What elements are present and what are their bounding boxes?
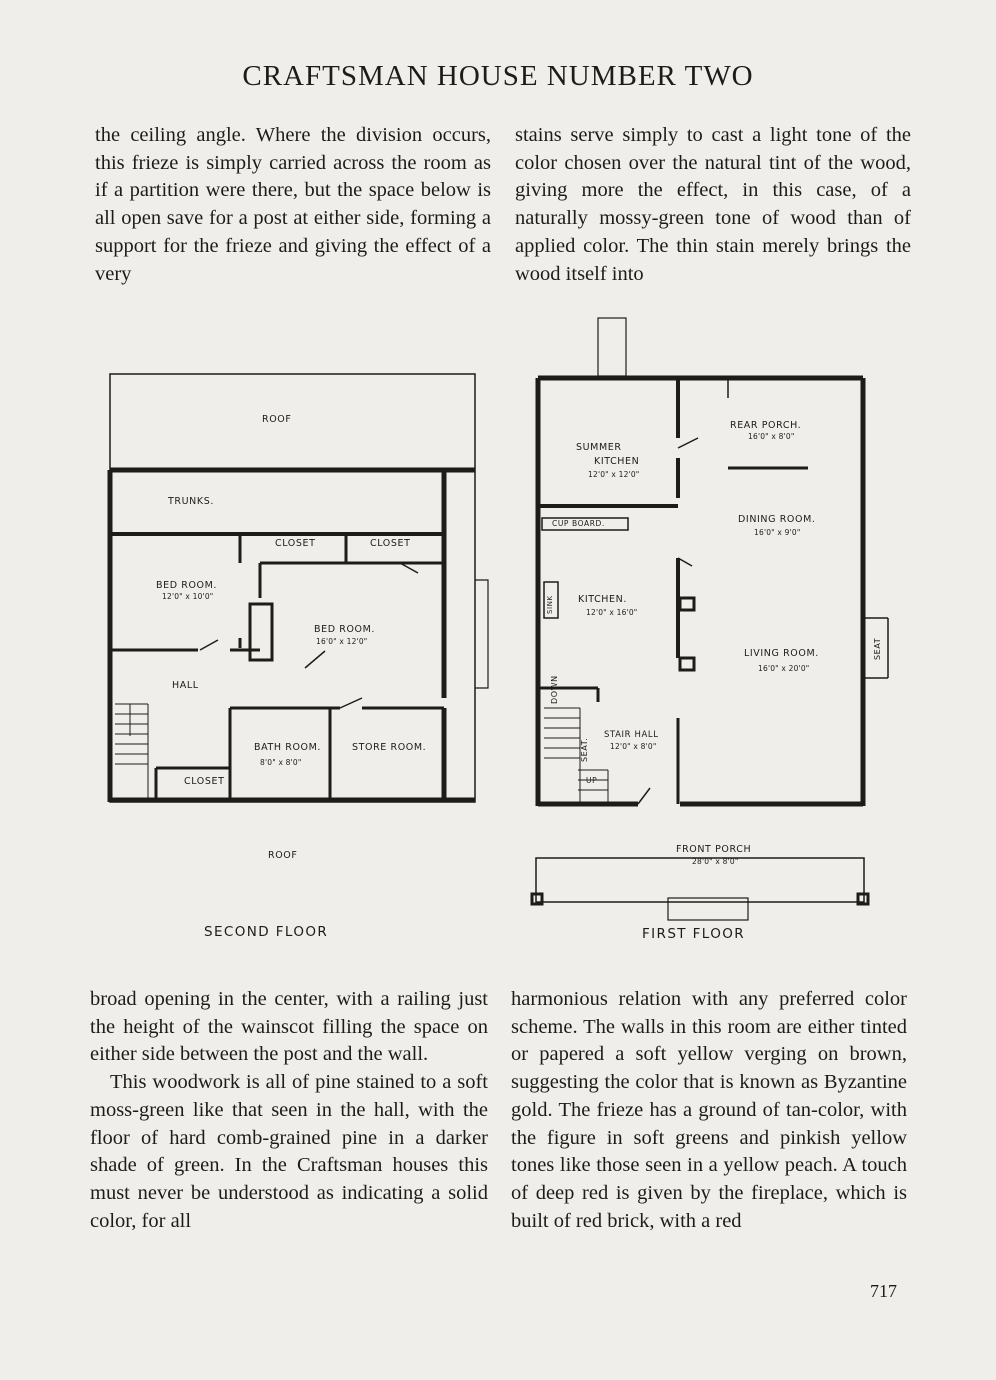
roof-label: ROOF	[268, 850, 298, 861]
first-floor-plan-drawing	[518, 318, 903, 963]
cupboard-label: CUP BOARD.	[552, 519, 605, 528]
stair-hall-dimensions: 12'0" x 8'0"	[610, 742, 657, 751]
second-floor-plan-drawing	[100, 368, 500, 968]
seat-label: SEAT	[873, 637, 882, 660]
first-floor-plan	[518, 318, 903, 963]
seat-label: SEAT.	[580, 737, 589, 762]
bedroom-label: BED ROOM.	[314, 624, 376, 635]
rear-porch-label: REAR PORCH.	[730, 420, 802, 431]
rear-porch-dimensions: 16'0" x 8'0"	[748, 432, 795, 441]
text-column-bottom-left	[90, 986, 488, 1235]
sink-label: SINK	[546, 595, 554, 614]
text-column-bottom-right	[511, 986, 907, 1235]
paragraph: broad opening in the center, with a railing just the height of the wainscot filling the space on either side between the post and the wall.	[90, 988, 488, 1066]
paragraph: This woodwork is all of pine stained to a soft moss-green like that seen in the hall, with the floor of hard comb-grained pine in a darker shade of green. In the Craftsman houses this must never be understood as indicating a solid color, for all	[90, 1071, 488, 1232]
summer-kitchen-label: KITCHEN	[594, 456, 640, 467]
dining-room-dimensions: 16'0" x 9'0"	[754, 528, 801, 537]
closet-label: CLOSET	[184, 776, 225, 787]
plan-caption: FIRST FLOOR	[642, 926, 746, 942]
living-room-label: LIVING ROOM.	[744, 648, 819, 659]
bedroom-label: BED ROOM.	[156, 580, 218, 591]
paragraph: harmonious relation with any preferred color scheme. The walls in this room are either tinted or papered a soft yellow verging on brown, suggesting the color that is known as Byzantine gold. The frieze has a ground of tan-color, with the figure in soft greens and pinkish yellow tones like those seen in a yellow peach. A touch of deep red is given by the fireplace, which is built of red brick, with a red	[511, 988, 907, 1232]
storeroom-label: STORE ROOM.	[352, 742, 427, 753]
second-floor-plan	[100, 368, 500, 968]
text-column-top-left	[95, 122, 491, 288]
text-column-top-right	[515, 122, 911, 288]
dining-room-label: DINING ROOM.	[738, 514, 816, 525]
bedroom-dimensions: 16'0" x 12'0"	[316, 637, 368, 646]
paragraph: stains serve simply to cast a light tone of the color chosen over the natural tint of the wood, giving more the effect, in this case, of a naturally mossy-green tone of wood than of applied color. The thin stain merely brings the wood itself into	[515, 124, 911, 285]
plan-caption: SECOND FLOOR	[204, 924, 329, 940]
summer-kitchen-dimensions: 12'0" x 12'0"	[588, 470, 640, 479]
closet-label: CLOSET	[275, 538, 316, 549]
stair-hall-label: STAIR HALL	[604, 730, 659, 740]
stair-down-label: DOWN	[550, 675, 559, 704]
stair-up-label: UP	[586, 776, 598, 785]
paragraph: the ceiling angle. Where the division occurs, this frieze is simply carried across the room as if a partition were there, but the space below is all open save for a post at either side, forming a support for the frieze and giving the effect of a very	[95, 124, 491, 285]
hall-label: HALL	[172, 680, 199, 691]
trunks-label: TRUNKS.	[168, 496, 214, 507]
bathroom-dimensions: 8'0" x 8'0"	[260, 758, 302, 767]
bedroom-dimensions: 12'0" x 10'0"	[162, 592, 214, 601]
page-number: 717	[870, 1281, 897, 1301]
living-room-dimensions: 16'0" x 20'0"	[758, 664, 810, 673]
bathroom-label: BATH ROOM.	[254, 742, 322, 753]
roof-label: ROOF	[262, 414, 292, 425]
page-title: CRAFTSMAN HOUSE NUMBER TWO	[242, 60, 754, 92]
kitchen-dimensions: 12'0" x 16'0"	[586, 608, 638, 617]
summer-kitchen-label: SUMMER	[576, 442, 622, 453]
closet-label: CLOSET	[370, 538, 411, 549]
front-porch-dimensions: 28'0" x 8'0"	[692, 857, 739, 866]
kitchen-label: KITCHEN.	[578, 594, 627, 605]
front-porch-label: FRONT PORCH	[676, 844, 752, 855]
